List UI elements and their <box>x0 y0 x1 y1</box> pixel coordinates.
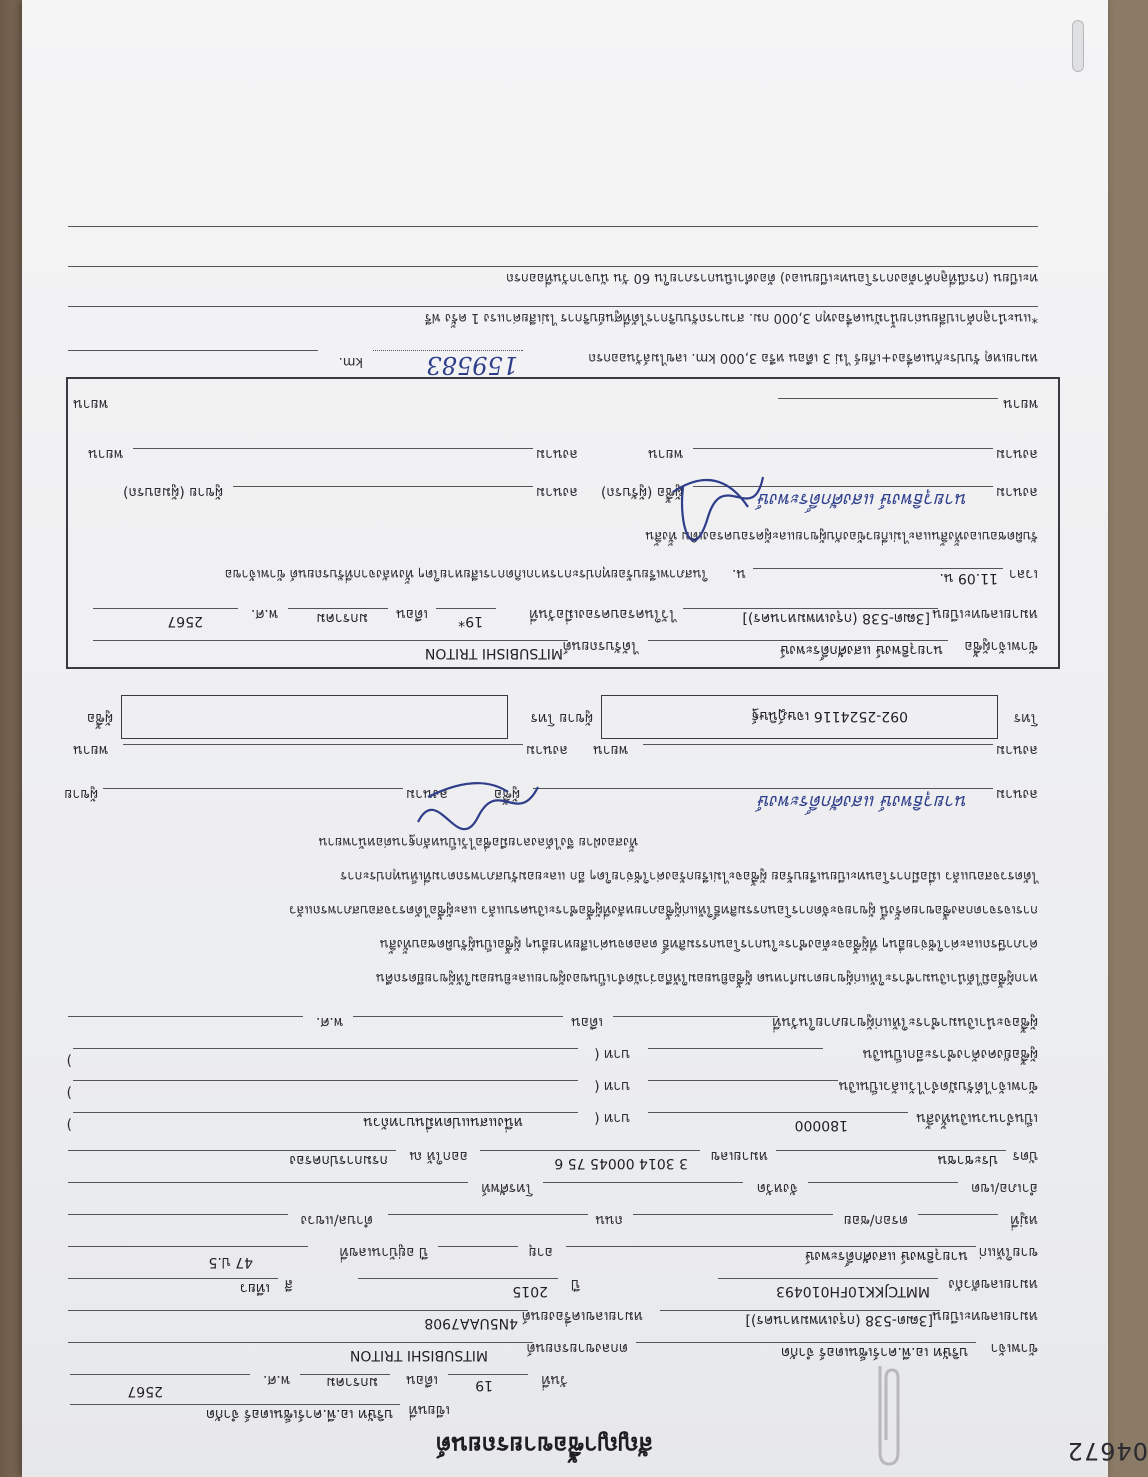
receipt-buyer: นายวุธิพงษ์ แสงศักดิ์ระพงษ์ <box>780 642 943 658</box>
receipt-line2-a: หมายเลขทะเบียน <box>932 606 1038 622</box>
agree-sell-label: ตกลงขายรถยนต์ <box>526 1340 628 1356</box>
date-year: 2567 <box>127 1383 163 1399</box>
color-label: สี <box>284 1276 293 1292</box>
road-label: ถนน <box>595 1212 623 1228</box>
seller-sign-label: ลงนาม <box>405 786 448 802</box>
engine-label: หมายเลขเครื่องยนต์ <box>521 1308 643 1324</box>
written-at-value: บริษัท เอ.พี.คาร์เซ็นเตอร์ จำกัด <box>205 1406 393 1422</box>
receipt-car: MITSUBISHI TRITON <box>424 645 563 661</box>
witness1-role: พยาน <box>593 742 628 758</box>
tel-value: 092-2524116 เจษฎ์นิษฐ์ <box>751 708 908 724</box>
receipt-time-unit: น. <box>731 566 746 582</box>
date-year-label: พ.ศ. <box>262 1372 290 1388</box>
term-line-2: ค่าภาษีรถและค่าใช้จ่ายอื่นๆ ที่ผู้ซื้อจะต้องชำระในการโอนกรรมสิทธิ์ ตลอดจนค่าเสียหายอื่นๆ ผู้ซื้อเป็นผู้รับผิดชอบทั้งสิ้น <box>379 936 1038 951</box>
contract-document: สัญญาซื้อขายรถยนต์ 04672 เขียนที่ บริษัท เอ.พี.คาร์เซ็นเตอร์ จำกัด วันที่ 19 เดือน มกราคม พ.ศ. 2567 ข้าพเจ้า บริษัท เอ.พี.คาร์เซ็นเตอร์ จำกัด ตกลงขายรถยนต์ MITSUBISHI TRITON หมายเลขทะเบียน [3ฒต-538 (กรุงเทพมหานคร)] หมายเลขเครื่องยนต์ 4N5UAA7908 หมายเลขตัวถัง MMTCJKK10FH010493 ปี 2015 สี เทียว ขายให้แก่ นายวุธิพงษ์ แสงศักดิ์ระพงษ์ อายุ ปี อยู่บ้านเลขที่ 47 ป.5 หมู่ที่ ตรอก/ซอย ถนน ตำบล/แขวง อำเภอ/เขต จังหวัด โทรศัพท์ บัตร ประชาชน หมายเลข 3 3014 00045 75 6 ออกให้ ณ กรมการปกครอง เป็นจำนวนเงินทั้งสิ้น 180000 บาท ( หนึ่งแสนแปดหมื่นบาทถ้วน ) ข้าพเจ้าได้รับมัดจำไว้แล้วเป็นเงิน บาท ( ) ผู้ซื้อยังคงค้างชำระอีกเป็นเงิน บาท ( ) ผู้ซื้อจะนำเงินมาชำระให้แก่ผู้ขายภายในวันที่ เดือน พ.ศ. หากผู้ซื้อมิได้นำเงินมาชำระให้แก่ผู้ขายตามกำหนด ผู้ซื้อยินยอมให้ถือว่ามัดจำเป็นของผู้ขายและยินยอมให้ผู้ขายยึดรถคืน ค่าภาษีรถและค่าใช้จ่ายอื่นๆ ที่ผู้ซื้อจะต้องชำระในการโอนกรรมสิทธิ์ ตลอดจนค่าเสียหายอื่นๆ ผู้ซื้อเป็นผู้รับผิดชอบทั้งสิ้น การเจรจาตกลงซื้อขายครั้งนี้ ผู้ขายจะจัดการโอนกรรมสิทธิ์ให้แก่ผู้ซื้อภายหลังที่ผู้ซื้อชำระเงินครบแล้ว และผู้ซื้อได้ตรวจสอบสภาพรถแล้ว ได้ตรวจสอบแล้ว เมื่อมีการโอนทะเบียนเรียบร้อย ผู้ซื้อจะไม่เรียกร้องค่าใช้จ่ายใดๆ อีก และยอมรับสภาพรถตามที่เห็นทุกประการ ทั้งสองฝ่าย จึงได้ลงลายมือชื่อไว้เป็นหลักฐานต่อหน้าพยาน ลงนาม นายวุธิพงษ์ แสงศักดิ์ระพงษ์ ผู้ซื้อ ลงนาม ผู้ขาย ลงนาม พยาน ลงนาม พยาน โทร 092-2524116 เจษฎ์นิษฐ์ ผู้ขาย โทร ผู้ซื้อ ข้าพเจ้าผู้ซื้อ นายวุธิพงษ์ แสงศักดิ์ระพงษ์ ได้รับรถยนต์ MITSUBISHI TRITON หมายเลขทะเบียน [3ฒต-538 (กรุงเทพมหานคร)] ไว้ในครอบครองเมื่อวันที่ 19* เดือน มกราคม พ.ศ. 2567 เวลา 11.09 น. น. ในสภาพเรียบร้อยทุกประการหากเกิดการเสียหายใดๆ ทั้งหลังจากที่รับรถยนต์ ข้าพเจ้าขอ รับผิดชอบเองทั้งสิ้นและไม่เกี่ยวข้องกับผู้ขายและผู้ครอบครองเดิม ทั้งสิ้น ลงนาม นายวุธิพงษ์ แสงศักดิ์ระพงษ์ ผู้ซื้อ (ผู้รับรถ) ลงนาม ผู้ขาย (ผู้มอบรถ) ลงนาม พยาน ลงนาม พยาน พยาน พยาน หมายเหตุ รับประกันเครื่อง+เกียร์ ไม่ 3 เดือน หรือ 3,000 km. เลขไมล์วันออกรถ 159583 km. *แนะนำลูกค้าเปลี่ยนถ่ายน้ำมันเครื่องทุก 3,000 กม. สามารถรับบริการได้ที่ศูนย์บริการ ไม่เสียค่าแรง 1 ครั้ง ฟรี ทะเบียน (กรณีที่ลูกค้าต้องการโอนทะเบียนเอง) ต้องดำเนินการภายใน 60 วัน นับจากวันที่ออกรถ <box>0 0 1108 1477</box>
year-label: ปี <box>571 1276 580 1292</box>
witness2-role: พยาน <box>73 742 108 758</box>
receipt-year-label: พ.ศ. <box>250 606 278 622</box>
paper-clip-icon <box>872 1360 906 1470</box>
moo-label: หมู่ที่ <box>1010 1212 1038 1228</box>
receipt-seller-signature <box>658 457 778 547</box>
agree-sell-car: MITSUBISHI TRITON <box>349 1347 488 1363</box>
due-label: ผู้ซื้อจะนำเงินมาชำระให้แก่ผู้ขายภายในวันที่ <box>772 1014 1038 1030</box>
buyer-tel-label: ผู้ซื้อ <box>86 710 113 726</box>
price-baht-label: บาท ( <box>594 1110 630 1126</box>
receipt-year: 2567 <box>167 613 203 629</box>
id-no-label: หมายเลข <box>710 1148 768 1164</box>
term-line-1: หากผู้ซื้อมิได้นำเงินมาชำระให้แก่ผู้ขายตามกำหนด ผู้ซื้อยินยอมให้ถือว่ามัดจำเป็นของผู้ขายและยินยอมให้ผู้ขายยึดรถคืน <box>375 970 1038 985</box>
receipt-witness2-sign-label: ลงนาม <box>535 446 578 462</box>
age-label: อายุ <box>528 1244 553 1260</box>
address-label: ปี อยู่บ้านเลขที่ <box>339 1244 428 1260</box>
receipt-witness-left-label: พยาน <box>1003 396 1038 412</box>
receipt-reg: [3ฒต-538 (กรุงเทพมหานคร)] <box>742 610 930 626</box>
buyer-signed-name: นายวุธิพงษ์ แสงศักดิ์ระพงษ์ <box>758 791 968 812</box>
reg-value: [3ฒต-538 (กรุงเทพมหานคร)] <box>745 1312 933 1328</box>
year-value: 2015 <box>512 1283 548 1299</box>
price-words: หนึ่งแสนแปดหมื่นบาทถ้วน <box>363 1114 523 1130</box>
seller-tel-label: ผู้ขาย โทร <box>530 710 593 726</box>
receipt-line1-b: ได้รับรถยนต์ <box>562 638 638 654</box>
document-number: 04672 <box>1066 1437 1148 1465</box>
mileage-note: หมายเหตุ รับประกันเครื่อง+เกียร์ ไม่ 3 เดือน หรือ 3,000 km. เลขไมล์วันออกรถ <box>588 350 1038 365</box>
province-label: จังหวัด <box>756 1180 798 1196</box>
receipt-witness2-role: พยาน <box>88 446 123 462</box>
witness2-sign-label: ลงนาม <box>525 742 568 758</box>
document-title: สัญญาซื้อขายรถยนต์ <box>435 1431 653 1459</box>
soi-label: ตรอก/ซอย <box>843 1212 908 1228</box>
buyer-role: ผู้ซื้อ <box>493 786 520 802</box>
receipt-time-label: เวลา <box>1008 566 1038 582</box>
amphoe-label: อำเภอ/เขต <box>971 1180 1038 1196</box>
footer-note-2: ทะเบียน (กรณีที่ลูกค้าต้องการโอนทะเบียนเอง) ต้องดำเนินการภายใน 60 วัน นับจากวันที่ออกรถ <box>506 270 1038 285</box>
term-line-5: ทั้งสองฝ่าย จึงได้ลงลายมือชื่อไว้เป็นหลักฐานต่อหน้าพยาน <box>318 834 638 849</box>
id-no-value: 3 3014 00045 75 6 <box>554 1155 688 1171</box>
seller-role: ผู้ขาย <box>64 786 98 802</box>
due-year-label: พ.ศ. <box>315 1014 343 1030</box>
remain-baht-label: บาท ( <box>594 1046 630 1062</box>
receipt-buyer-signed: นายวุธิพงษ์ แสงศักดิ์ระพงษ์ <box>758 489 968 510</box>
date-month-label: เดือน <box>406 1372 438 1388</box>
receipt-line3-text: ในสภาพเรียบร้อยทุกประการหากเกิดการเสียหายใดๆ ทั้งหลังจากที่รับรถยนต์ ข้าพเจ้าขอ <box>224 566 708 581</box>
term-line-3: การเจรจาตกลงซื้อขายครั้งนี้ ผู้ขายจะจัดการโอนกรรมสิทธิ์ให้แก่ผู้ซื้อภายหลังที่ผู้ซื้อชำระเงินครบแล้ว และผู้ซื้อได้ตรวจสอบสภาพรถแล้ว <box>289 902 1038 917</box>
paid-label: ข้าพเจ้าได้รับมัดจำไว้แล้วเป็นเงิน <box>838 1078 1038 1094</box>
written-at-label: เขียนที่ <box>408 1402 450 1418</box>
receipt-buyer-sign-label: ลงนาม <box>995 484 1038 500</box>
tel-label: โทรศัพท์ <box>481 1180 533 1196</box>
issued-value: กรมการปกครอง <box>289 1152 388 1168</box>
receipt-witness-right-label: พยาน <box>73 396 108 412</box>
seller-tel-box <box>121 695 508 739</box>
reg-label: หมายเลขทะเบียน <box>932 1308 1038 1324</box>
receipt-month-label: เดือน <box>396 606 428 622</box>
id-label: บัตร <box>1012 1148 1038 1164</box>
color-value: เทียว <box>239 1280 270 1296</box>
price-value: 180000 <box>794 1117 848 1133</box>
due-month-label: เดือน <box>571 1014 603 1030</box>
date-day-label: วันที่ <box>541 1372 568 1388</box>
receipt-line1-a: ข้าพเจ้าผู้ซื้อ <box>964 638 1038 654</box>
date-day: 19 <box>475 1377 493 1393</box>
term-line-4: ได้ตรวจสอบแล้ว เมื่อมีการโอนทะเบียนเรียบร้อย ผู้ซื้อจะไม่เรียกร้องค่าใช้จ่ายใดๆ อีก และยอมรับสภาพรถตามที่เห็นทุกประการ <box>340 868 1038 883</box>
seller-signature <box>405 767 548 837</box>
receipt-witness1-sign-label: ลงนาม <box>995 446 1038 462</box>
remain-label: ผู้ซื้อยังคงค้างชำระอีกเป็นเงิน <box>862 1046 1038 1062</box>
receipt-day: 19* <box>458 613 483 629</box>
engine-value: 4N5UAA7908 <box>424 1315 518 1331</box>
footer-note-1: *แนะนำลูกค้าเปลี่ยนถ่ายน้ำมันเครื่องทุก 3,000 กม. สามารถรับบริการได้ที่ศูนย์บริการ ไม่เสียค่าแรง 1 ครั้ง ฟรี <box>424 310 1038 325</box>
paid-baht-label: บาท ( <box>594 1078 630 1094</box>
date-month: มกราคม <box>326 1374 378 1390</box>
receipt-witness1-role: พยาน <box>648 446 683 462</box>
seller-name: บริษัท เอ.พี.คาร์เซ็นเตอร์ จำกัด <box>780 1344 968 1360</box>
buyer-name: นายวุธิพงษ์ แสงศักดิ์ระพงษ์ <box>805 1248 968 1264</box>
witness1-sign-label: ลงนาม <box>995 742 1038 758</box>
chassis-value: MMTCJKK10FH010493 <box>776 1283 930 1299</box>
receipt-line2-b: ไว้ในครอบครองเมื่อวันที่ <box>529 606 676 622</box>
chassis-label: หมายเลขตัวถัง <box>948 1276 1038 1292</box>
tel-label-main: โทร <box>1013 710 1038 726</box>
receipt-line4-text: รับผิดชอบเองทั้งสิ้นและไม่เกี่ยวข้องกับผู้ขายและผู้ครอบครองเดิม ทั้งสิ้น <box>645 528 1038 543</box>
mileage-value: 159583 <box>426 351 518 379</box>
id-type: ประชาชน <box>937 1152 998 1168</box>
issued-label: ออกให้ ณ <box>409 1148 468 1164</box>
mileage-unit: km. <box>338 354 363 369</box>
receipt-seller-sign-label: ลงนาม <box>535 484 578 500</box>
tambon-label: ตำบล/แขวง <box>300 1212 373 1228</box>
receipt-buyer-role: ผู้ซื้อ (ผู้รับรถ) <box>600 484 683 500</box>
age-value: 47 ป.5 <box>208 1254 253 1270</box>
receipt-month: มกราคม <box>316 610 368 626</box>
seller-label: ข้าพเจ้า <box>990 1340 1038 1356</box>
price-label: เป็นจำนวนเงินทั้งสิ้น <box>916 1110 1038 1126</box>
receipt-time: 11.09 น. <box>939 570 998 586</box>
receipt-seller-role: ผู้ขาย (ผู้มอบรถ) <box>123 484 223 500</box>
buyer-label: ขายให้แก่ <box>978 1244 1038 1260</box>
buyer-sign-label: ลงนาม <box>995 786 1038 802</box>
